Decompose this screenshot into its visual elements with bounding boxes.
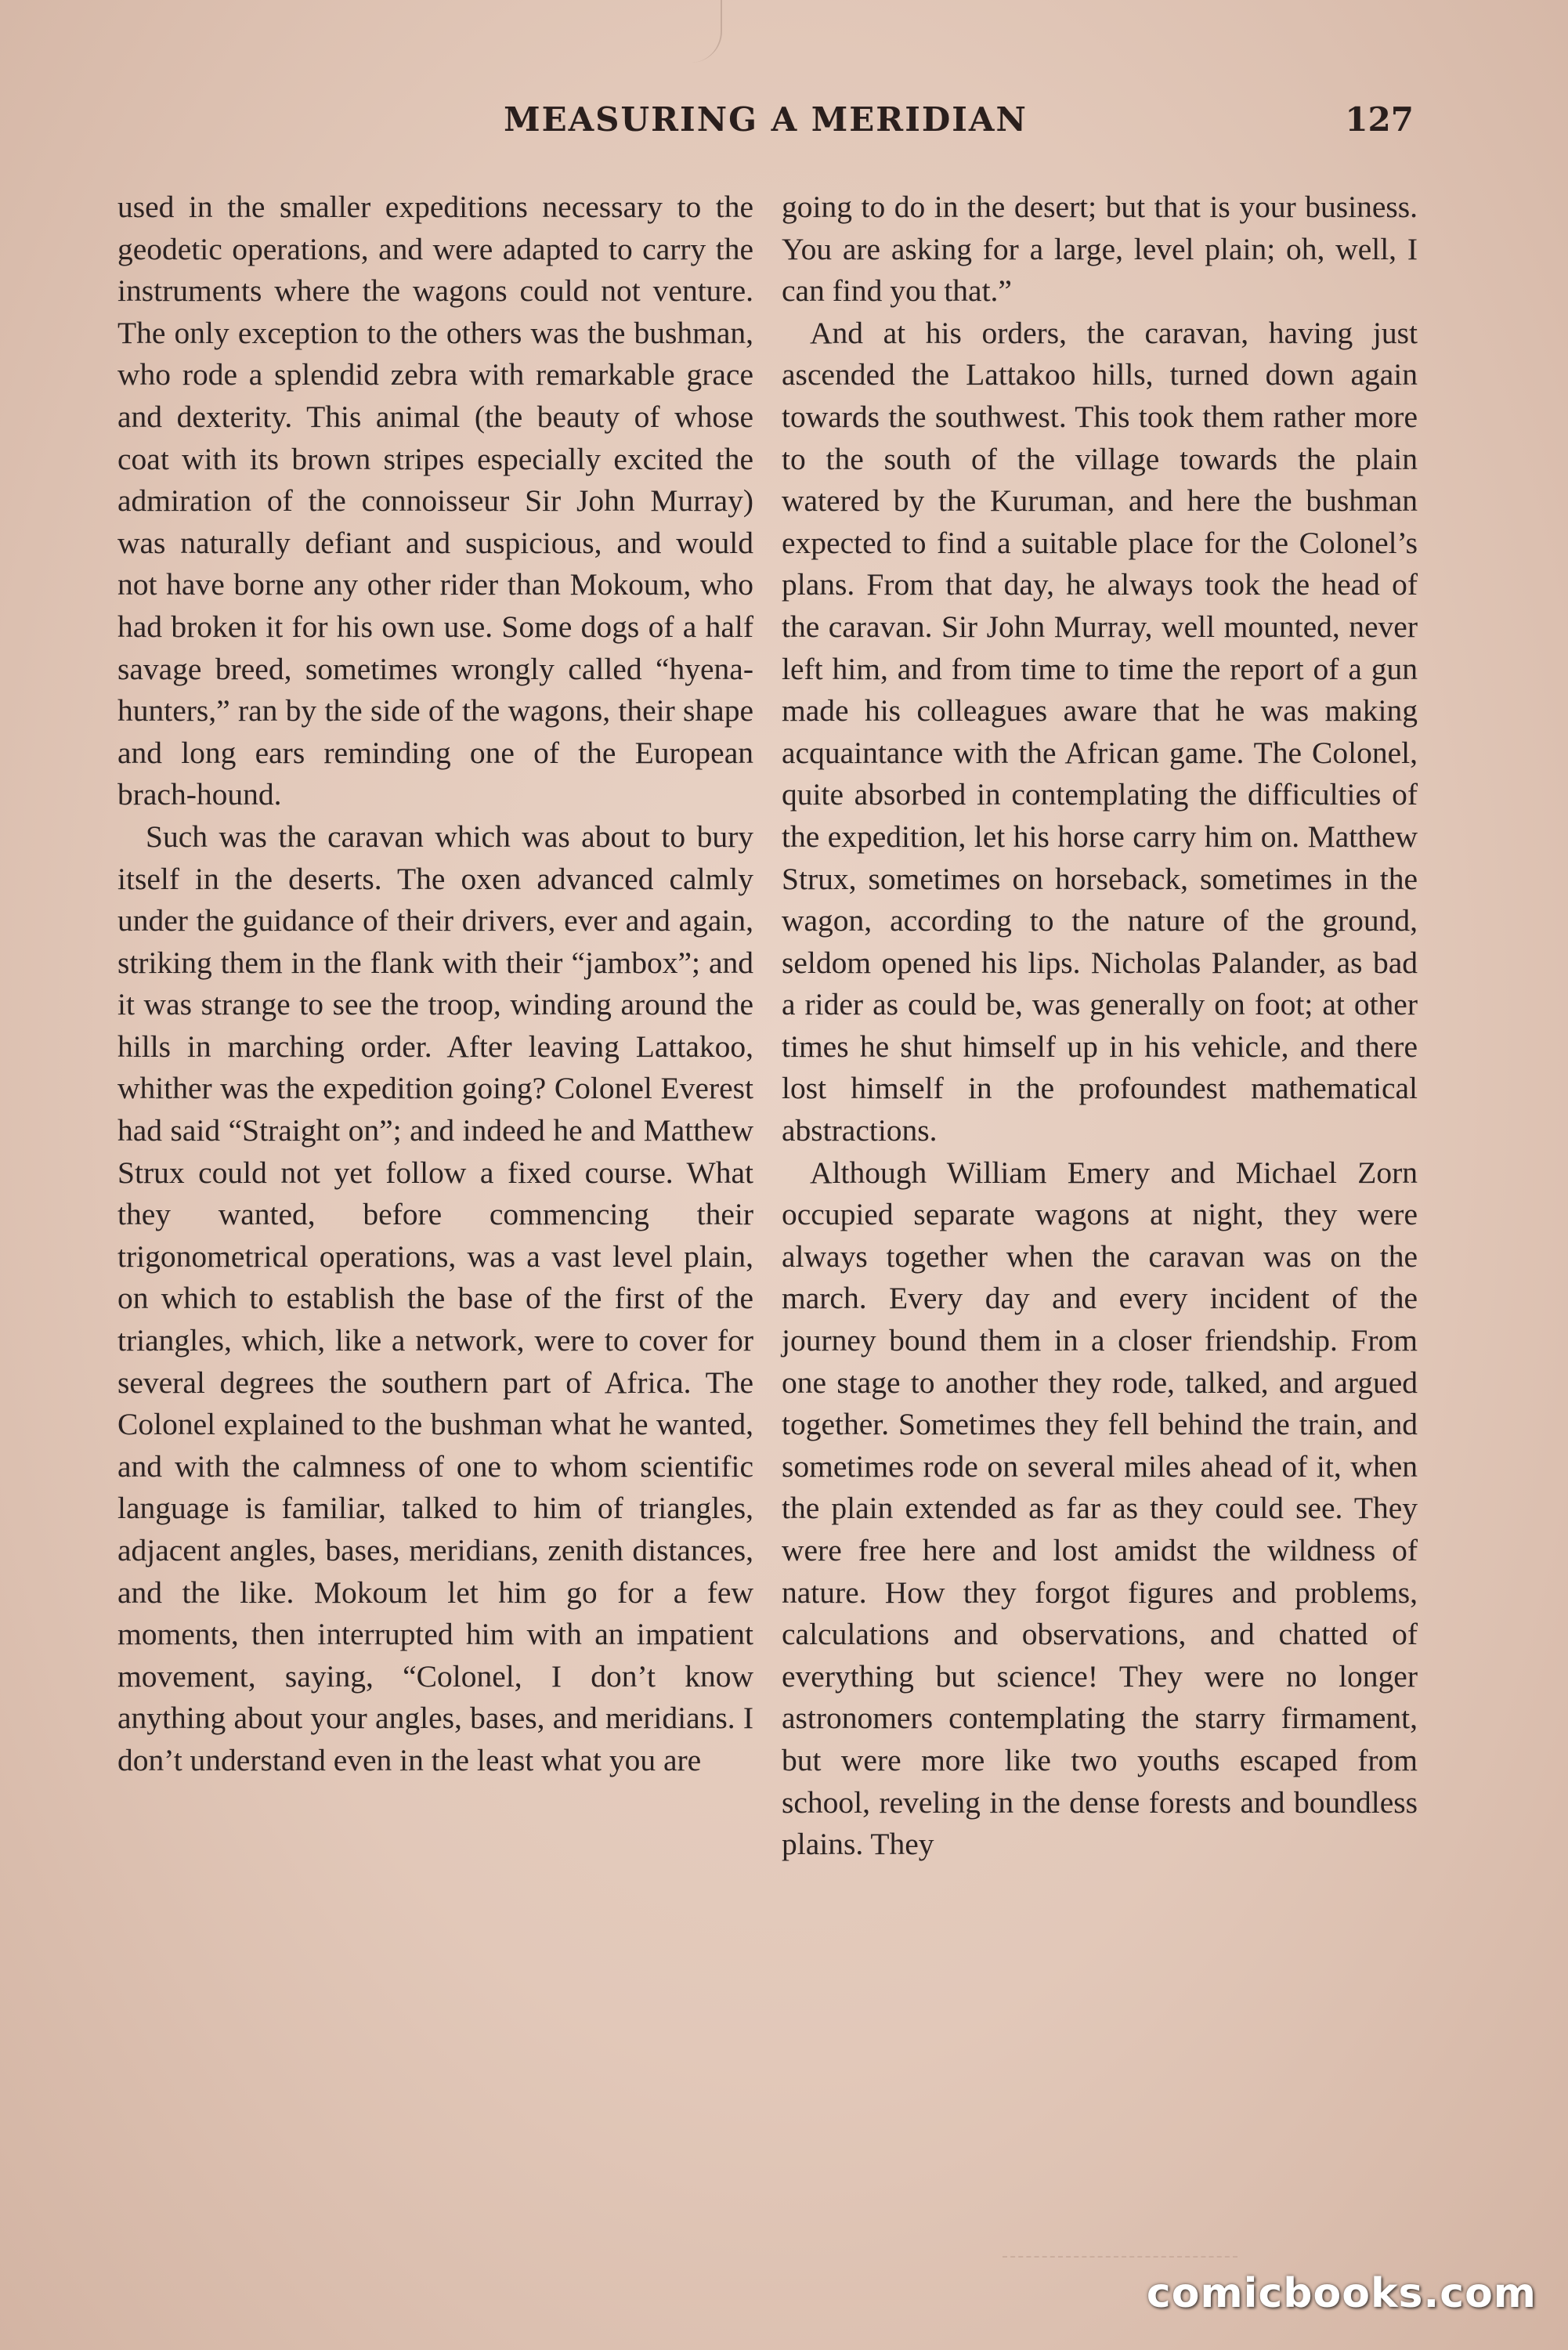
paragraph: Although William Emery and Michael Zorn occupied separate wagons at night, they were always together when the caravan was on the march. Every day and every incident of the journey bound them in a closer friendship. From one stage to another they rode, talked, and argued together. Sometimes they fell behind the train, and sometimes rode on several miles ahead of it, when the plain extended as far as they could see. They were free here and lost amidst the wildness of nature. How they forgot figures and problems, calculations and observations, and chatted of everything but science! They were no longer astronomers contemplating the starry firmament, but were more like two youths escaped from school, reveling in the dense forests and boundless plains. They [782, 1155, 1418, 1862]
running-title: MEASURING A MERIDIAN [504, 100, 1028, 139]
paragraph: used in the smaller expeditions necessary to the geodetic operations, and were adapted to carry the instruments where the wagons could not venture. The only exception to the others was the bushman, who rode a splendid zebra with remarkable grace and dexterity. This animal (the beauty of whose coat with its brown stripes especially excited the admiration of the connoisseur Sir John Murray) was naturally defiant and suspicious, and would not have borne any other rider than Mokoum, who had broken it for his own use. Some dogs of a half savage breed, sometimes wrongly called “hyena-hunters,” ran by the side of the wagons, their shape and long ears reminding one of the European brach-hound. [117, 190, 753, 812]
left-text-column [117, 186, 753, 1782]
paragraph: going to do in the desert; but that is your business. You are asking for a large, level plain; oh, well, I can find you that.” [782, 190, 1418, 309]
paragraph: Such was the caravan which was about to bury itself in the deserts. The oxen advanced calmly under the guidance of their drivers, ever and again, striking them in the flank with their “jambox”; and it was strange to see the troop, winding around the hills in marching order. After leaving Lattakoo, whither was the expedition going? Colonel Everest had said “Straight on”; and indeed he and Matthew Strux could not yet follow a fixed course. What they wanted, before commencing their trigonometrical operations, was a vast level plain, on which to establish the base of the first of the triangles, which, like a network, were to cover for several degrees the southern part of Africa. The Colonel explained to the bushman what he wanted, and with the calmness of one to whom scientific language is familiar, talked to him of triangles, adjacent angles, bases, meridians, zenith distances, and the like. Mokoum let him go for a few moments, then interrupted him with an impatient movement, saying, “Colonel, I don’t know anything about your angles, bases, and meridians. I don’t understand even in the least what you are [117, 819, 753, 1777]
footer-rule [1003, 2256, 1237, 2258]
right-text-column [782, 186, 1418, 1866]
paragraph: And at his orders, the caravan, having just ascended the Lattakoo hills, turned down again towards the southwest. This took them rather more to the south of the village towards the plain watered by the Kuruman, and here the bushman expected to find a suitable place for the Colonel’s plans. From that day, he always took the head of the caravan. Sir John Murray, well mounted, never left him, and from time to time the report of a gun made his colleagues aware that he was making acquaintance with the African game. The Colonel, quite absorbed in contemplating the difficulties of the expedition, let his horse carry him on. Matthew Strux, sometimes on horseback, sometimes in the wagon, according to the nature of the ground, seldom opened his lips. Nicholas Palander, as bad a rider as could be, was generally on foot; at other times he shut himself up in his vehicle, and there lost himself in the profoundest mathematical abstractions. [782, 315, 1418, 1148]
site-watermark: comicbooks.com [1146, 2270, 1537, 2317]
page-number: 127 [1345, 100, 1414, 139]
page-fold-mark [689, 0, 722, 63]
page-header [117, 100, 1414, 155]
